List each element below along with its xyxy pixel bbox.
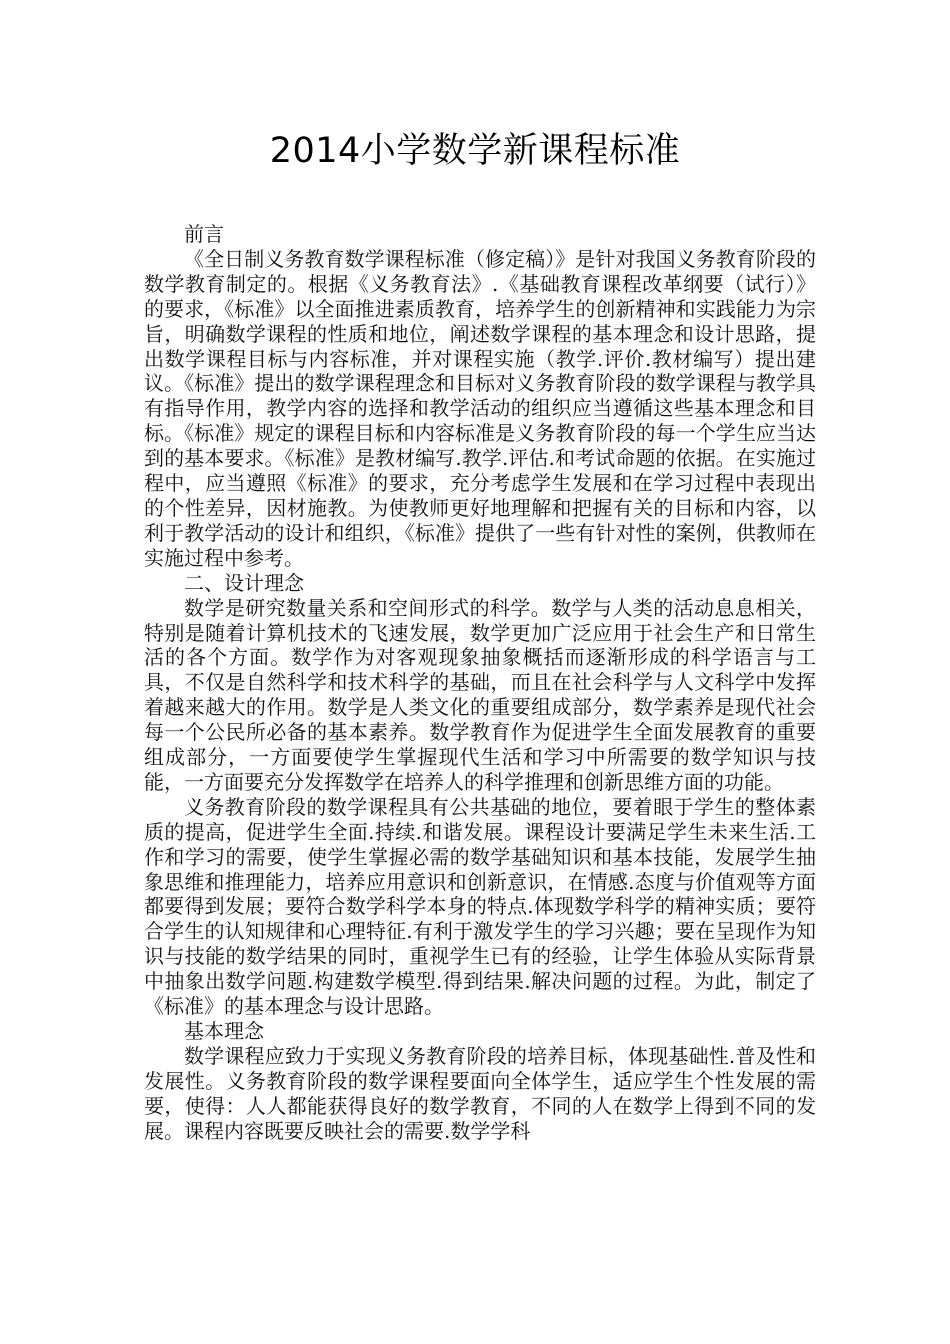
preface-paragraph: 《全日制义务教育数学课程标准（修定稿）》是针对我国义务教育阶段的数学教育制定的。根据《义务教育法》.《基础教育课程改革纲要（试行）》的要求，《标准》以全面推进素质教育，培养学生的创新精神和实践能力为宗旨，明确数学课程的性质和地位，阐述数学课程的基本理念和设计思路，提出数学课程目标与内容标准，并对课程实施（教学.评价.教材编写）提出建议。《标准》提出的数学课程理念和目标对义务教育阶段的数学课程与教学具有指导作用，教学内容的选择和教学活动的组织应当遵循这些基本理念和目标。《标准》规定的课程目标和内容标准是义务教育阶段的每一个学生应当达到的基本要求。《标准》是教材编写.教学.评估.和考试命题的依据。在实施过程中，应当遵照《标准》的要求，充分考虑学生发展和在学习过程中表现出的个性差异，因材施教。为使教师更好地理解和把握有关的目标和内容，以利于教学活动的设计和组织，《标准》提供了一些有针对性的案例，供教师在实施过程中参考。 xyxy=(144,246,816,570)
section-heading-design-concept: 二、设计理念 xyxy=(184,570,304,595)
design-concept-paragraph-2: 义务教育阶段的数学课程具有公共基础的地位，要着眼于学生的整体素质的提高，促进学生全面.持续.和谐发展。课程设计要满足学生未来生活.工作和学习的需要，使学生掌握必需的数学基础知识和基本技能，发展学生抽象思维和推理能力，培养应用意识和创新意识，在情感.态度与价值观等方面都要得到发展；要符合数学科学本身的特点.体现数学科学的精神实质；要符合学生的认知规律和心理特征.有利于激发学生的学习兴趣；要在呈现作为知识与技能的数学结果的同时，重视学生已有的经验，让学生体验从实际背景中抽象出数学问题.构建数学模型.得到结果.解决问题的过程。为此，制定了《标准》的基本理念与设计思路。 xyxy=(144,794,816,1019)
design-concept-paragraph-1: 数学是研究数量关系和空间形式的科学。数学与人类的活动息息相关，特别是随着计算机技术的飞速发展，数学更加广泛应用于社会生产和日常生活的各个方面。数学作为对客观现象抽象概括而逐渐形成的科学语言与工具，不仅是自然科学和技术科学的基础，而且在社会科学与人文科学中发挥着越来越大的作用。数学是人类文化的重要组成部分，数学素养是现代社会每一个公民所必备的基本素养。数学教育作为促进学生全面发展教育的重要组成部分，一方面要使学生掌握现代生活和学习中所需要的数学知识与技能，一方面要充分发挥数学在培养人的科学推理和创新思维方面的功能。 xyxy=(144,595,816,794)
document-title: 2014小学数学新课程标准 xyxy=(269,131,681,171)
document-body xyxy=(144,222,816,1144)
basic-concept-paragraph: 数学课程应致力于实现义务教育阶段的培养目标，体现基础性.普及性和发展性。义务教育阶段的数学课程要面向全体学生，适应学生个性发展的需要，使得：人人都能获得良好的数学教育，不同的人在数学上得到不同的发展。课程内容既要反映社会的需要.数学学科 xyxy=(144,1043,816,1143)
section-heading-basic-concept: 基本理念 xyxy=(184,1019,264,1043)
section-heading-preface: 前言 xyxy=(184,222,224,246)
